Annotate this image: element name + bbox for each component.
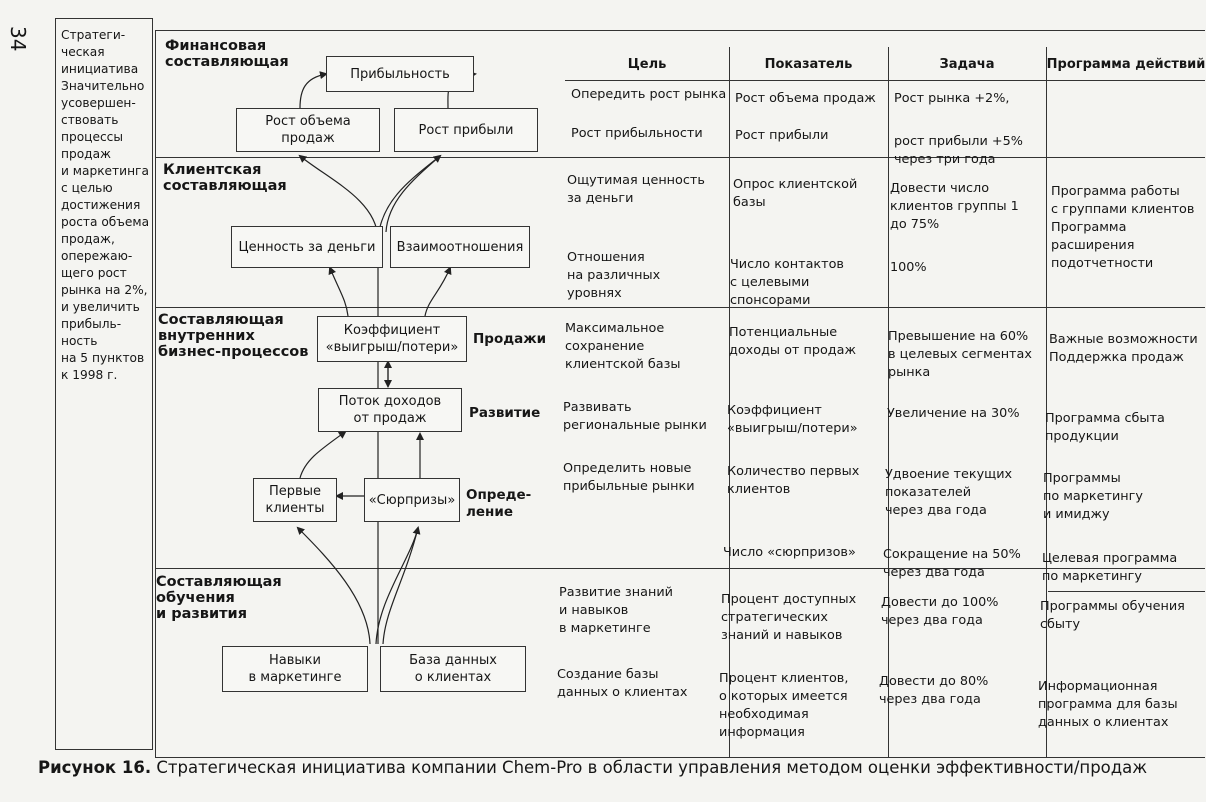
indicator-cell: Рост объема продаж (735, 91, 876, 106)
box-client-database: База данных о клиентах (380, 646, 526, 692)
indicator-cell: Число контактов с целевыми спонсорами (730, 257, 844, 308)
task-cell: Удвоение текущих показателей через два года (885, 467, 1013, 518)
program-cell: Целевая программа по маркетингу (1042, 551, 1178, 584)
indicator-cell: Число «сюрпризов» (723, 545, 856, 560)
box-win-loss-ratio: Коэффициент «выигрыш/потери» (317, 316, 467, 362)
header-goal: Цель (627, 57, 667, 72)
box-surprises: «Сюрпризы» (364, 478, 460, 522)
section-internal-processes: Составляющая внутренних бизнес-процессов (158, 312, 309, 360)
header-action-program: Программа действий (1046, 57, 1206, 72)
program-cell: Программа сбыта продукции (1045, 411, 1165, 444)
strategic-initiative-text: Стратеги- ческая инициатива Значительно усовершен- ствовать процессы продаж и маркетинга с целью достижения роста объема продаж, опережаю- щего рост рынка на 2%, и увеличить прибыль- ность на 5 пунктов к 1998 г. (61, 28, 150, 382)
program-cell: Программа работы с группами клиентов Программа расширения подотчетности (1051, 184, 1195, 271)
figure-caption (38, 758, 1147, 777)
program-cell: Важные возможности Поддержка продаж (1049, 332, 1198, 365)
box-sales-growth: Рост объема продаж (236, 108, 380, 152)
box-value-for-money: Ценность за деньги (231, 226, 383, 268)
goal-cell: Ощутимая ценность за деньги (567, 173, 705, 206)
indicator-cell: Потенциальные доходы от продаж (729, 325, 856, 358)
process-label-definition: Опреде- ление (466, 487, 532, 520)
header-task: Задача (939, 57, 995, 72)
task-cell: Рост рынка +2%, (894, 91, 1010, 106)
task-cell: Довести число клиентов группы 1 до 75% (890, 181, 1019, 232)
indicator-cell: Рост прибыли (735, 128, 829, 143)
process-label-development: Развитие (469, 405, 541, 421)
indicator-cell: Процент доступных стратегических знаний и навыков (721, 592, 857, 643)
goal-cell: Развитие знаний и навыков в маркетинге (559, 585, 673, 636)
goal-cell: Определить новые прибыльные рынки (563, 461, 695, 494)
page-number: 34 (6, 26, 30, 52)
program-cell: Программы по маркетингу и имиджу (1043, 471, 1143, 522)
program-cell: Программы обучения сбыту (1040, 599, 1185, 632)
indicator-cell: Количество первых клиентов (727, 464, 860, 497)
section-client: Клиентская составляющая (163, 162, 287, 194)
program-cell: Информационная программа для базы данных о клиентах (1038, 679, 1178, 730)
process-label-sales: Продажи (473, 331, 547, 347)
caption-text: Стратегическая инициатива компании Chem-Pro в области управления методом оценки эффективности/продаж (151, 758, 1148, 777)
goal-cell: Отношения на различных уровнях (567, 250, 661, 301)
goal-cell: Создание базы данных о клиентах (557, 667, 688, 700)
box-marketing-skills: Навыки в маркетинге (222, 646, 368, 692)
box-profitability: Прибыльность (326, 56, 474, 92)
task-cell: рост прибыли +5% через три года (894, 134, 1023, 167)
box-relationships: Взаимоотношения (390, 226, 530, 268)
box-first-clients: Первые клиенты (253, 478, 337, 522)
goal-cell: Развивать региональные рынки (563, 400, 707, 433)
task-cell: Довести до 100% через два года (881, 595, 999, 628)
section-financial: Финансовая составляющая (165, 38, 289, 70)
task-cell: Увеличение на 30% (887, 406, 1020, 421)
task-cell: Сокращение на 50% через два года (883, 547, 1021, 580)
task-cell: 100% (890, 260, 927, 275)
task-cell: Довести до 80% через два года (879, 674, 989, 707)
indicator-cell: Коэффициент «выигрыш/потери» (727, 403, 858, 436)
header-indicator: Показатель (764, 57, 853, 72)
box-profit-growth: Рост прибыли (394, 108, 538, 152)
goal-cell: Рост прибыльности (571, 126, 703, 141)
box-sales-revenue-flow: Поток доходов от продаж (318, 388, 462, 432)
goal-cell: Максимальное сохранение клиентской базы (565, 321, 681, 372)
goal-cell: Опередить рост рынка (571, 87, 727, 102)
task-cell: Превышение на 60% в целевых сегментах рынка (888, 329, 1032, 380)
indicator-cell: Процент клиентов, о которых имеется необходимая информация (719, 671, 849, 740)
indicator-cell: Опрос клиентской базы (733, 177, 858, 210)
caption-label: Рисунок 16. (38, 758, 152, 777)
section-learning: Составляющая обучения и развития (156, 574, 282, 622)
